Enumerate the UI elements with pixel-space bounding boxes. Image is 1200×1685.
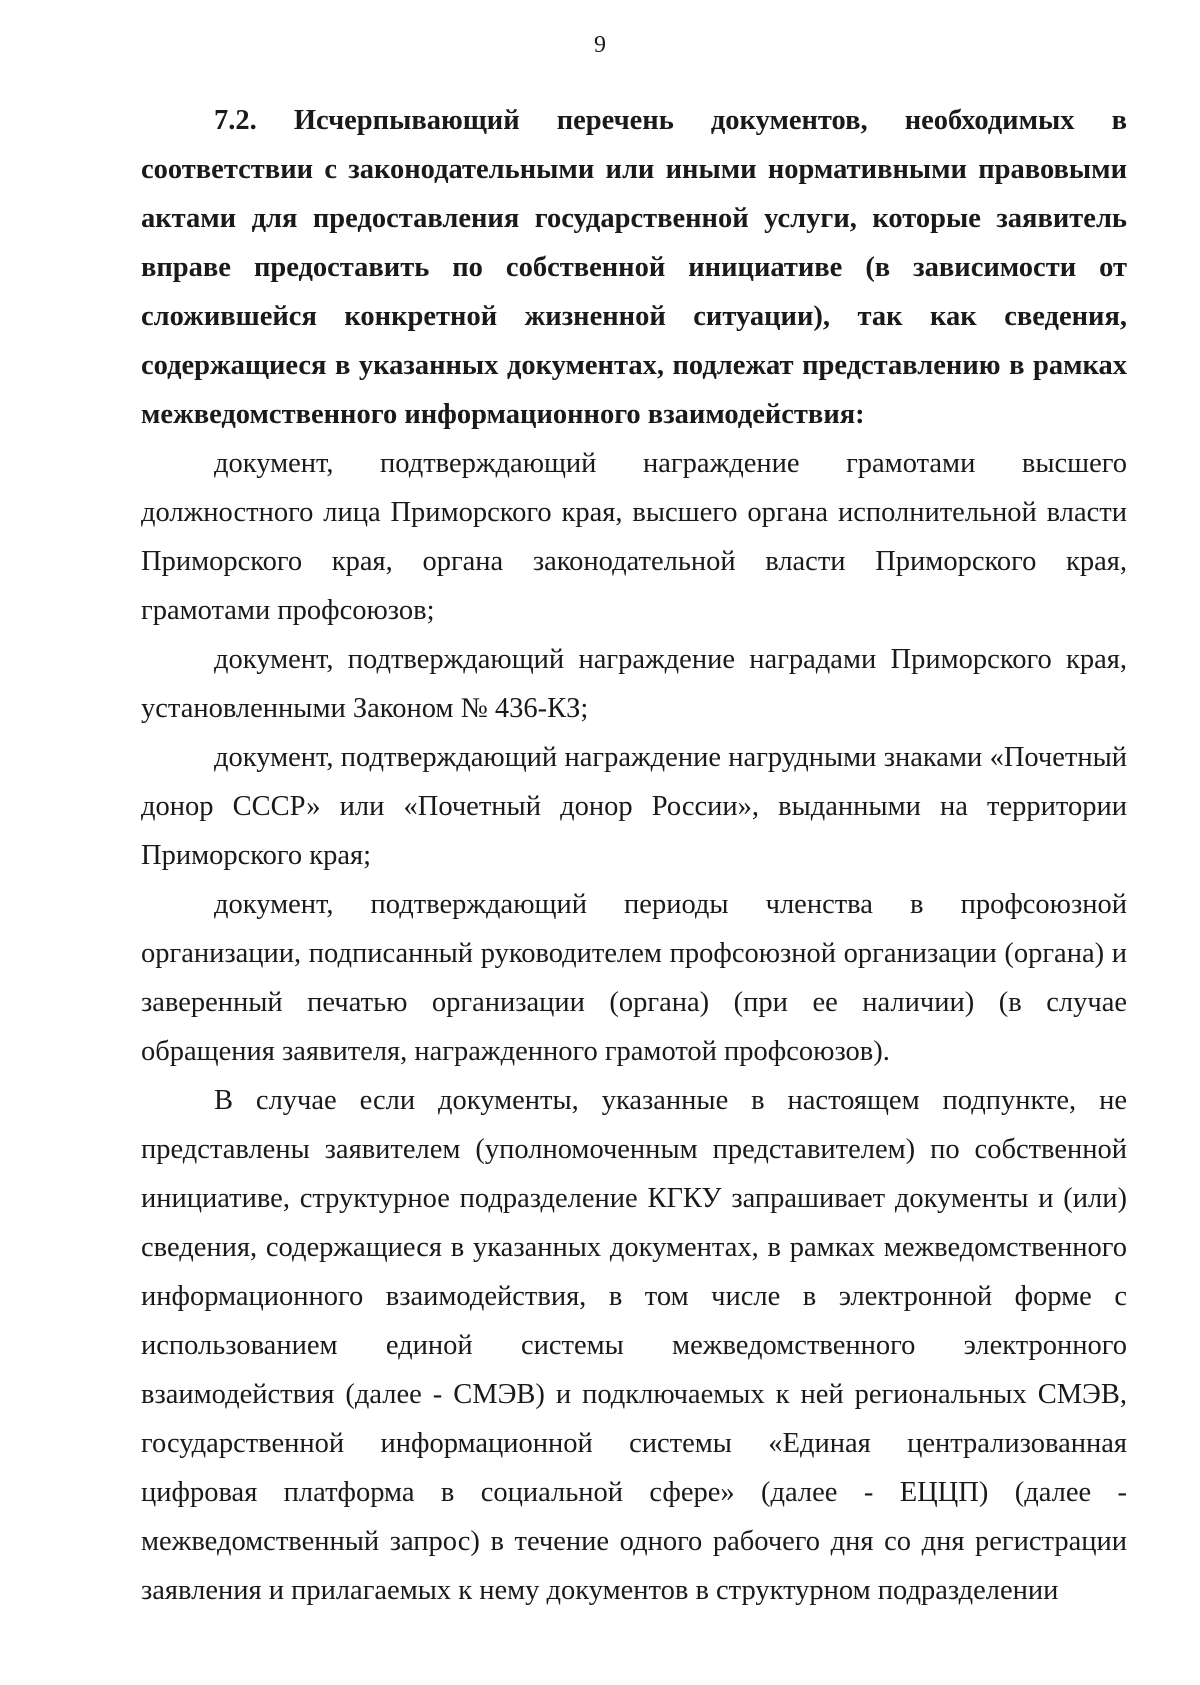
document-item-donor-badges: документ, подтверждающий награждение нагрудными знаками «Почетный донор СССР» или «Почетный донор России», выданными на территории Приморского края;: [141, 742, 1127, 871]
document-item-union-membership: документ, подтверждающий периоды членства в профсоюзной организации, подписанный руководителем профсоюзной организации (органа) и заверенный печатью организации (органа) (при ее наличии) (в случае обращения заявителя, награжденного грамотой профсоюзов).: [141, 889, 1127, 1067]
document-item-awards-certificates: документ, подтверждающий награждение грамотами высшего должностного лица Приморского края, высшего органа исполнительной власти Приморского края, органа законодательной власти Приморского края, грамотами профсоюзов;: [141, 448, 1127, 626]
document-item-regional-awards: документ, подтверждающий награждение наградами Приморского края, установленными Законом № 436-КЗ;: [141, 644, 1127, 724]
closing-paragraph: В случае если документы, указанные в настоящем подпункте, не представлены заявителем (уполномоченным представителем) по собственной инициативе, структурное подразделение КГКУ запрашивает документы и (или) сведения, содержащиеся в указанных документах, в рамках межведомственного информационного взаимодействия, в том числе в электронной форме с использованием единой системы межведомственного электронного взаимодействия (далее - СМЭВ) и подключаемых к ней региональных СМЭВ, государственной информационной системы «Единая централизованная цифровая платформа в социальной сфере» (далее - ЕЦЦП) (далее - межведомственный запрос) в течение одного рабочего дня со дня регистрации заявления и прилагаемых к нему документов в структурном подразделении: [141, 1085, 1127, 1606]
section-heading: 7.2. Исчерпывающий перечень документов, необходимых в соответствии с законодательными или иными нормативными правовыми актами для предоставления государственной услуги, которые заявитель вправе предоставить по собственной инициативе (в зависимости от сложившейся конкретной жизненной ситуации), так как сведения, содержащиеся в указанных документах, подлежат представлению в рамках межведомственного информационного взаимодействия:: [141, 105, 1127, 430]
document-body: [141, 96, 1127, 1615]
page-number: 9: [594, 32, 606, 58]
